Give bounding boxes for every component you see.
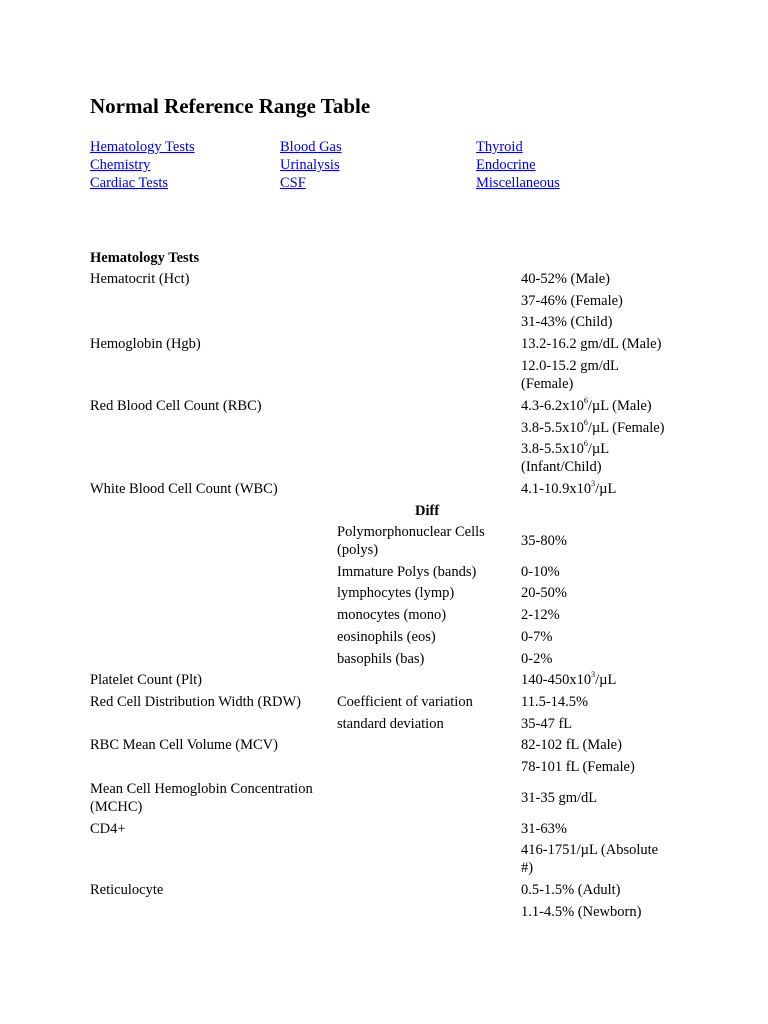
link-chemistry[interactable]: Chemistry — [90, 157, 151, 173]
range-value: 1.1-4.5% (Newborn) — [521, 904, 642, 920]
diff-name: eosinophils (eos) — [337, 629, 436, 645]
range-value: 31-35 gm/dL — [521, 790, 598, 806]
diff-name: lymphocytes (lymp) — [337, 585, 455, 601]
diff-name: Immature Polys (bands) — [337, 564, 477, 580]
range-value: 82-102 fL (Male) — [521, 737, 622, 753]
diff-value: 20-50% — [521, 585, 567, 601]
range-value: 0.5-1.5% (Adult) — [521, 882, 621, 898]
diff-value: 2-12% — [521, 607, 560, 623]
link-cardiac-tests[interactable]: Cardiac Tests — [90, 175, 169, 191]
test-name-rdw: Red Cell Distribution Width (RDW) — [90, 694, 301, 710]
test-name-mcv: RBC Mean Cell Volume (MCV) — [90, 737, 278, 753]
section-heading: Hematology Tests — [90, 250, 200, 266]
diff-label: Diff — [415, 503, 440, 519]
diff-name: basophils (bas) — [337, 651, 425, 667]
test-name-retic: Reticulocyte — [90, 882, 164, 898]
range-value: 40-52% (Male) — [521, 271, 610, 287]
diff-value: 35-80% — [521, 533, 567, 549]
range-value: 12.0-15.2 gm/dL (Female) — [521, 358, 619, 392]
range-value: $3.8-5.5x10^6/\mu L$ (Infant/Child) — [521, 439, 609, 475]
range-value: $3.8-5.5x10^6/\mu L$ (Female) — [521, 418, 665, 436]
test-name-hgb: Hemoglobin (Hgb) — [90, 336, 201, 352]
range-value: $4.1-10.9x10^3/\mu L$ — [521, 479, 617, 497]
range-value: 35-47 fL — [521, 716, 573, 732]
range-value: 11.5-14.5% — [521, 694, 589, 710]
test-name-mchc: Mean Cell Hemoglobin Concentration (MCHC) — [90, 781, 313, 815]
test-name-rbc: Red Blood Cell Count (RBC) — [90, 398, 262, 414]
diff-name: monocytes (mono) — [337, 607, 447, 623]
test-name-cd4: CD4+ — [90, 821, 126, 837]
test-name-plt: Platelet Count (Plt) — [90, 672, 202, 688]
link-endocrine[interactable]: Endocrine — [476, 157, 536, 173]
rdw-sub-label: standard deviation — [337, 716, 444, 732]
range-value: 37-46% (Female) — [521, 293, 623, 309]
diff-value: 0-2% — [521, 651, 553, 667]
link-thyroid[interactable]: Thyroid — [476, 139, 523, 155]
range-value: 31-43% (Child) — [521, 314, 613, 330]
range-value: 416-1751/µL (Absolute #) — [521, 842, 659, 876]
link-miscellaneous[interactable]: Miscellaneous — [476, 175, 560, 191]
link-urinalysis[interactable]: Urinalysis — [280, 157, 340, 173]
test-name-wbc: White Blood Cell Count (WBC) — [90, 481, 278, 497]
rdw-sub-label: Coefficient of variation — [337, 694, 473, 710]
page-title: Normal Reference Range Table — [90, 94, 371, 118]
test-name-hct: Hematocrit (Hct) — [90, 271, 190, 287]
range-value: $4.3-6.2x10^6/\mu L$ (Male) — [521, 396, 652, 414]
diff-name: Polymorphonuclear Cells (polys) — [337, 524, 485, 558]
link-blood-gas[interactable]: Blood Gas — [280, 139, 342, 155]
range-value: 31-63% — [521, 821, 567, 837]
diff-value: 0-10% — [521, 564, 560, 580]
link-csf[interactable]: CSF — [280, 175, 306, 191]
range-value: 13.2-16.2 gm/dL (Male) — [521, 336, 662, 352]
range-value: $140-450x10^3/\mu L$ — [521, 670, 617, 688]
link-hematology-tests[interactable]: Hematology Tests — [90, 139, 195, 155]
range-value: 78-101 fL (Female) — [521, 759, 635, 775]
diff-value: 0-7% — [521, 629, 553, 645]
